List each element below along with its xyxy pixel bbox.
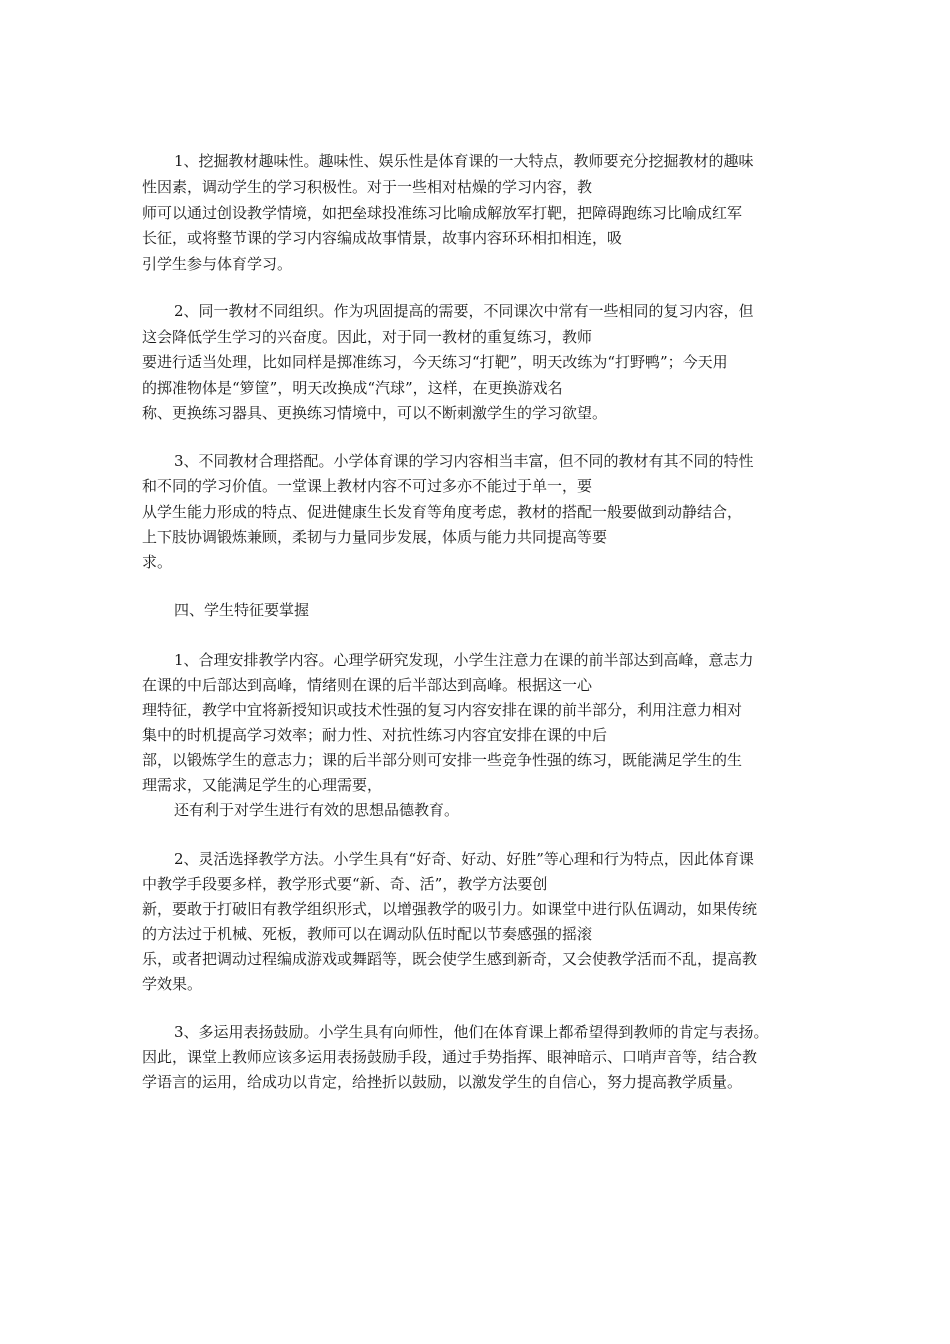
paragraph-line: 1、合理安排教学内容。心理学研究发现，小学生注意力在课的前半部达到高峰，意志力 [174,651,754,669]
section-heading-text: 四、学生特征要掌握 [174,601,310,619]
paragraph-line: 2、灵活选择教学方法。小学生具有“好奇、好动、好胜”等心理和行为特点，因此体育课 [174,850,754,868]
paragraph-line: 部，以锻炼学生的意志力；课的后半部分则可安排一些竞争性强的练习，既能满足学生的生 [142,751,743,769]
paragraph-line: 长征，或将整节课的学习内容编成故事情景，故事内容环环相扣相连，吸 [142,229,623,247]
paragraph-line: 1、挖掘教材趣味性。趣味性、娱乐性是体育课的一大特点，教师要充分挖掘教材的趣味 [174,152,754,170]
paragraph-line: 性因素，调动学生的学习积极性。对于一些相对枯燥的学习内容，教 [142,178,593,196]
paragraph-line: 要进行适当处理，比如同样是掷准练习，今天练习“打靶”，明天改练为“打野鸭”；今天用 [142,353,728,371]
paragraph-line: 乐，或者把调动过程编成游戏或舞蹈等，既会使学生感到新奇，又会使教学活而不乱，提高教 [142,950,758,968]
paragraph-line: 上下肢协调锻炼兼顾，柔韧与力量同步发展，体质与能力共同提高等要 [142,528,608,546]
paragraph-line: 称、更换练习器具、更换练习情境中，可以不断刺激学生的学习欲望。 [142,404,608,422]
paragraph-line: 3、多运用表扬鼓励。小学生具有向师性，他们在体育课上都希望得到教师的肯定与表扬。 [174,1023,769,1041]
paragraph-line: 3、不同教材合理搭配。小学体育课的学习内容相当丰富，但不同的教材有其不同的特性 [174,452,754,470]
paragraph-line: 求。 [142,553,173,571]
paragraph-line: 因此，课堂上教师应该多运用表扬鼓励手段，通过手势指挥、眼神暗示、口哨声音等，结合教 [142,1048,758,1066]
paragraph-line: 在课的中后部达到高峰，情绪则在课的后半部达到高峰。根据这一心 [142,676,593,694]
paragraph-line: 2、同一教材不同组织。作为巩固提高的需要，不同课次中常有一些相同的复习内容，但 [174,302,754,320]
paragraph-line: 的方法过于机械、死板，教师可以在调动队伍时配以节奏感强的摇滚 [142,925,593,943]
paragraph-line: 集中的时机提高学习效率；耐力性、对抗性练习内容宜安排在课的中后 [142,726,608,744]
paragraph-line: 引学生参与体育学习。 [142,255,293,273]
paragraph-line: 和不同的学习价值。一堂课上教材内容不可过多亦不能过于单一，要 [142,477,593,495]
paragraph-line: 从学生能力形成的特点、促进健康生长发育等角度考虑，教材的搭配一般要做到动静结合， [142,503,743,521]
paragraph-line: 这会降低学生学习的兴奋度。因此，对于同一教材的重复练习，教师 [142,328,593,346]
paragraph-line: 学语言的运用，给成功以肯定，给挫折以鼓励，以激发学生的自信心，努力提高教学质量。 [142,1073,743,1091]
paragraph-line: 学效果。 [142,975,203,993]
paragraph-line: 中教学手段要多样，教学形式要“新、奇、活”，教学方法要创 [142,875,548,893]
paragraph-line: 的掷准物体是“箩筐”，明天改换成“汽球”，这样，在更换游戏名 [142,379,563,397]
paragraph-line: 新，要敢于打破旧有教学组织形式，以增强教学的吸引力。如课堂中进行队伍调动，如果传统 [142,900,758,918]
paragraph-line: 理特征，教学中宜将新授知识或技术性强的复习内容安排在课的前半部分，利用注意力相对 [142,701,743,719]
paragraph-line: 师可以通过创设教学情境，如把垒球投准练习比喻成解放军打靶，把障碍跑练习比喻成红军 [142,204,743,222]
paragraph-line: 还有利于对学生进行有效的思想品德教育。 [174,801,460,819]
paragraph-line: 理需求，又能满足学生的心理需要， [142,776,383,794]
